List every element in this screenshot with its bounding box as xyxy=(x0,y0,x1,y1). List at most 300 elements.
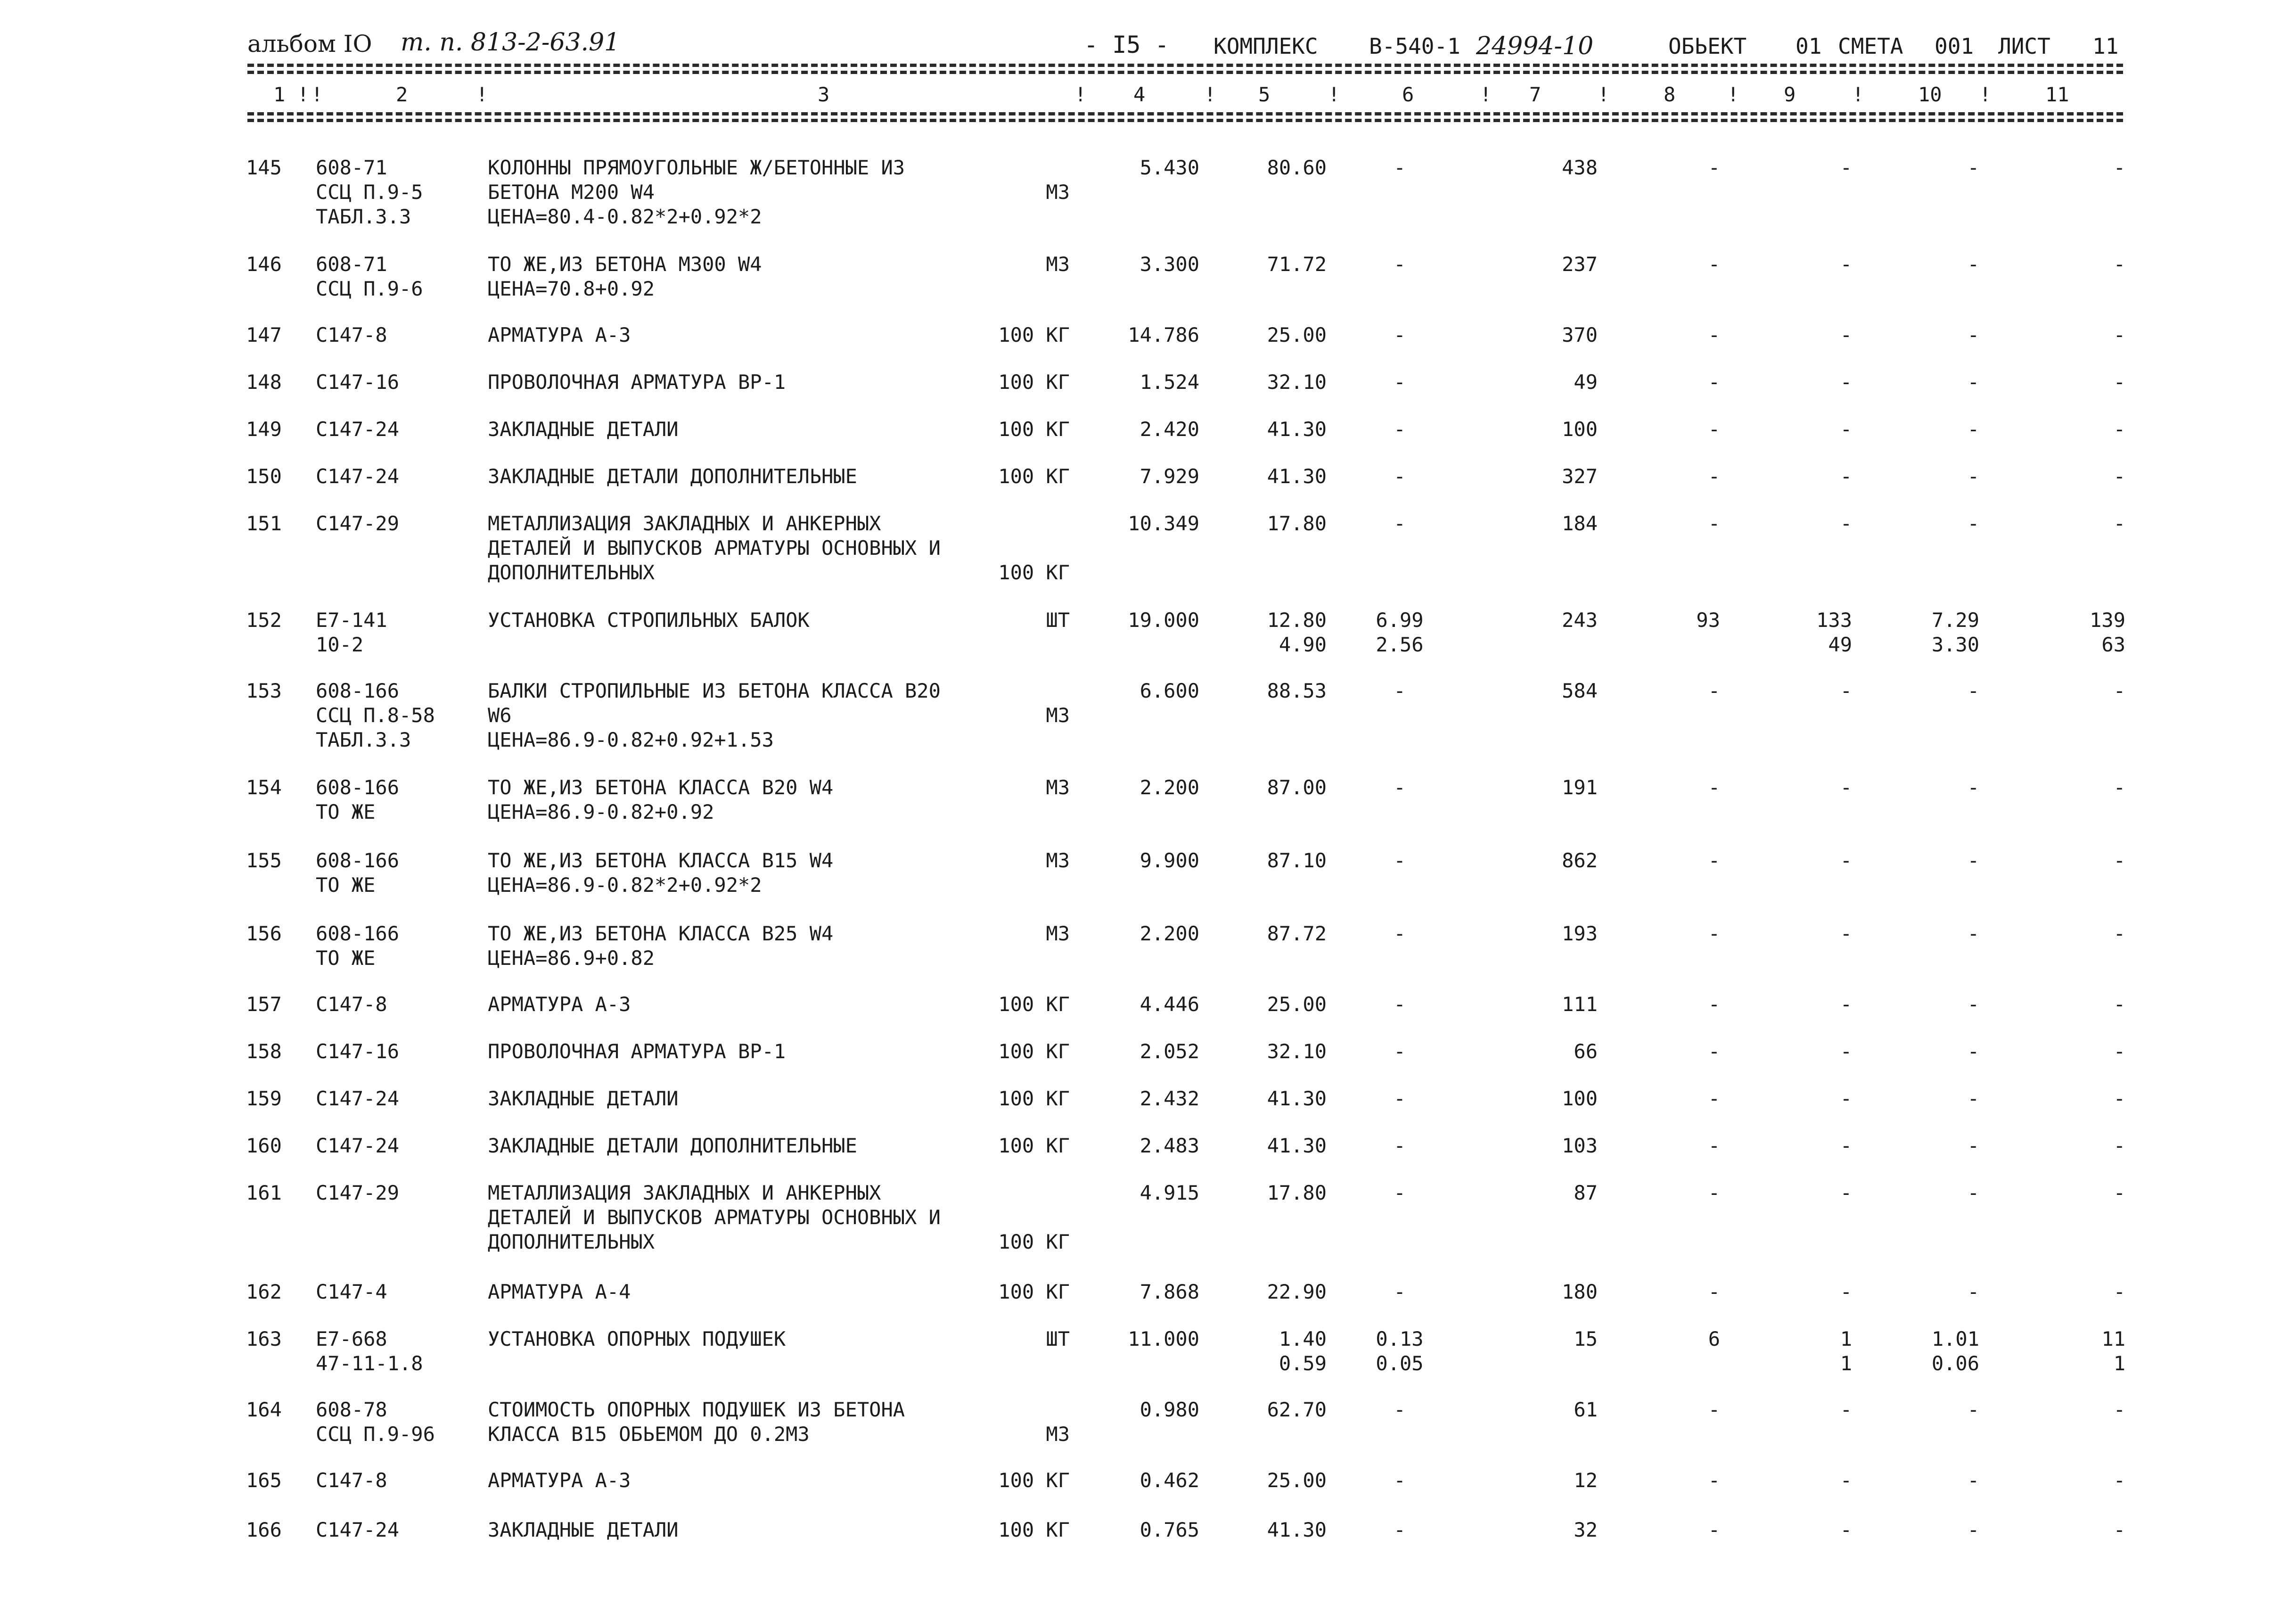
col10-value: - xyxy=(1967,323,1979,346)
row-number: 159 xyxy=(246,1087,282,1110)
column-number: 5 xyxy=(1258,83,1271,106)
column-number: 8 xyxy=(1664,83,1676,106)
col11-value: - xyxy=(2113,465,2125,488)
col8-value: - xyxy=(1708,922,1720,945)
col9-value: - xyxy=(1840,993,1852,1016)
item-code: Е7-141 xyxy=(316,609,387,632)
item-description: ЗАКЛАДНЫЕ ДЕТАЛИ ДОПОЛНИТЕЛЬНЫЕ xyxy=(488,465,857,488)
col8-value: - xyxy=(1708,323,1720,346)
total-cost: 49 xyxy=(1574,370,1598,394)
item-code: 608-166 xyxy=(316,849,400,872)
item-code: С147-8 xyxy=(316,993,387,1016)
item-code: С147-24 xyxy=(316,1087,400,1110)
col11-value: - xyxy=(2113,323,2125,346)
col11-value: 1 xyxy=(2113,1352,2125,1375)
item-description: ТО ЖЕ,ИЗ БЕТОНА КЛАССА В15 W4 xyxy=(488,849,834,872)
unit-price: 41.30 xyxy=(1267,1518,1327,1541)
unit: 100 КГ xyxy=(998,418,1070,441)
col8-value: - xyxy=(1708,1134,1720,1157)
col11-value: - xyxy=(2113,776,2125,799)
item-description: ЗАКЛАДНЫЕ ДЕТАЛИ xyxy=(488,1087,679,1110)
object-number: 01 xyxy=(1796,33,1822,59)
col10-value: - xyxy=(1967,370,1979,394)
col10-value: 0.06 xyxy=(1931,1352,1979,1375)
page-number: - I5 - xyxy=(1084,31,1169,58)
row-number: 152 xyxy=(246,609,282,632)
total-cost: 100 xyxy=(1562,1087,1598,1110)
project-number: т. п. 813-2-63.91 xyxy=(401,28,620,57)
total-cost: 237 xyxy=(1562,253,1598,276)
col8-value: - xyxy=(1708,993,1720,1016)
column-number: ! xyxy=(1598,83,1610,106)
col8-value: - xyxy=(1708,1280,1720,1303)
quantity: 4.915 xyxy=(1140,1181,1199,1204)
item-description: АРМАТУРА А-4 xyxy=(488,1280,631,1303)
item-description: КОЛОННЫ ПРЯМОУГОЛЬНЫЕ Ж/БЕТОННЫЕ ИЗ xyxy=(488,156,905,179)
item-code: ТАБЛ.3.3 xyxy=(316,728,411,751)
col8-value: - xyxy=(1708,1398,1720,1421)
col8-value: - xyxy=(1708,1087,1720,1110)
col8-value: - xyxy=(1708,418,1720,441)
item-description: ТО ЖЕ,ИЗ БЕТОНА КЛАССА В20 W4 xyxy=(488,776,834,799)
unit-price: 87.72 xyxy=(1267,922,1327,945)
col9-value: - xyxy=(1840,1087,1852,1110)
item-code: 608-166 xyxy=(316,679,400,702)
total-cost: 193 xyxy=(1562,922,1598,945)
row-number: 165 xyxy=(246,1469,282,1492)
col10-value: 3.30 xyxy=(1931,633,1979,656)
col9-value: - xyxy=(1840,1518,1852,1541)
column-number: 4 xyxy=(1133,83,1146,106)
col10-value: - xyxy=(1967,1518,1979,1541)
column-number: ! xyxy=(1074,83,1087,106)
unit: 100 КГ xyxy=(998,1040,1070,1063)
col6-value: - xyxy=(1394,922,1406,945)
col10-value: - xyxy=(1967,776,1979,799)
col10-value: - xyxy=(1967,1280,1979,1303)
unit: 100 КГ xyxy=(998,1280,1070,1303)
quantity: 3.300 xyxy=(1140,253,1199,276)
col6-value: - xyxy=(1394,1040,1406,1063)
column-number: 1 ! xyxy=(273,83,309,106)
unit-price: 4.90 xyxy=(1279,633,1327,656)
col11-value: - xyxy=(2113,1518,2125,1541)
col10-value: 7.29 xyxy=(1931,609,1979,632)
item-description: ЦЕНА=86.9-0.82*2+0.92*2 xyxy=(488,873,762,897)
col6-value: - xyxy=(1394,156,1406,179)
item-description: ЗАКЛАДНЫЕ ДЕТАЛИ xyxy=(488,418,679,441)
col11-value: 139 xyxy=(2090,609,2125,632)
unit-price: 0.59 xyxy=(1279,1352,1327,1375)
col10-value: - xyxy=(1967,993,1979,1016)
item-description: ДЕТАЛЕЙ И ВЫПУСКОВ АРМАТУРЫ ОСНОВНЫХ И xyxy=(488,1206,941,1229)
item-description: АРМАТУРА А-3 xyxy=(488,1469,631,1492)
unit: М3 xyxy=(1046,181,1070,204)
unit: 100 КГ xyxy=(998,1134,1070,1157)
unit-price: 25.00 xyxy=(1267,993,1327,1016)
quantity: 4.446 xyxy=(1140,993,1199,1016)
column-number: 9 xyxy=(1784,83,1796,106)
unit-price: 17.80 xyxy=(1267,1181,1327,1204)
col11-value: - xyxy=(2113,370,2125,394)
total-cost: 327 xyxy=(1562,465,1598,488)
item-description: ДОПОЛНИТЕЛЬНЫХ xyxy=(488,1230,655,1253)
total-cost: 12 xyxy=(1574,1469,1598,1492)
item-code: 608-166 xyxy=(316,776,400,799)
unit: 100 КГ xyxy=(998,1518,1070,1541)
item-description: ПРОВОЛОЧНАЯ АРМАТУРА ВР-1 xyxy=(488,370,786,394)
item-description: ДЕТАЛЕЙ И ВЫПУСКОВ АРМАТУРЫ ОСНОВНЫХ И xyxy=(488,536,941,560)
unit-price: 87.10 xyxy=(1267,849,1327,872)
column-number: ! xyxy=(1204,83,1216,106)
col6-value: - xyxy=(1394,1398,1406,1421)
col8-value: - xyxy=(1708,512,1720,535)
item-code: 608-78 xyxy=(316,1398,387,1421)
unit: 100 КГ xyxy=(998,993,1070,1016)
col9-value: - xyxy=(1840,1280,1852,1303)
col6-value: - xyxy=(1394,1181,1406,1204)
row-number: 162 xyxy=(246,1280,282,1303)
item-description: АРМАТУРА А-3 xyxy=(488,993,631,1016)
col8-value: - xyxy=(1708,1518,1720,1541)
unit: М3 xyxy=(1046,922,1070,945)
unit: 100 КГ xyxy=(998,1469,1070,1492)
col11-value: - xyxy=(2113,418,2125,441)
quantity: 0.765 xyxy=(1140,1518,1199,1541)
col6-value: - xyxy=(1394,993,1406,1016)
header-rule-top xyxy=(247,64,2123,67)
item-code: 608-71 xyxy=(316,156,387,179)
col9-value: - xyxy=(1840,465,1852,488)
col10-value: - xyxy=(1967,922,1979,945)
col6-value: - xyxy=(1394,253,1406,276)
complex-handwritten: 24994-10 xyxy=(1476,32,1594,60)
item-code: ТО ЖЕ xyxy=(316,873,376,897)
total-cost: 370 xyxy=(1562,323,1598,346)
unit-price: 1.40 xyxy=(1279,1327,1327,1350)
item-description: ЦЕНА=86.9-0.82+0.92 xyxy=(488,800,714,823)
quantity: 2.200 xyxy=(1140,776,1199,799)
row-number: 156 xyxy=(246,922,282,945)
total-cost: 438 xyxy=(1562,156,1598,179)
col9-value: 1 xyxy=(1840,1352,1852,1375)
col6-value: - xyxy=(1394,1087,1406,1110)
col6-value: - xyxy=(1394,512,1406,535)
column-number: ! xyxy=(1852,83,1864,106)
item-description: МЕТАЛЛИЗАЦИЯ ЗАКЛАДНЫХ И АНКЕРНЫХ xyxy=(488,1181,881,1204)
col10-value: 1.01 xyxy=(1931,1327,1979,1350)
col11-value: - xyxy=(2113,1181,2125,1204)
unit: М3 xyxy=(1046,1423,1070,1446)
col9-value: - xyxy=(1840,323,1852,346)
row-number: 153 xyxy=(246,679,282,702)
col10-value: - xyxy=(1967,253,1979,276)
column-number: 6 xyxy=(1402,83,1414,106)
unit-price: 87.00 xyxy=(1267,776,1327,799)
col6-value: 2.56 xyxy=(1376,633,1424,656)
row-number: 158 xyxy=(246,1040,282,1063)
row-number: 160 xyxy=(246,1134,282,1157)
header-rule-bottom-2 xyxy=(247,119,2123,122)
quantity: 1.524 xyxy=(1140,370,1199,394)
item-code: ССЦ П.8-58 xyxy=(316,704,435,727)
col9-value: 49 xyxy=(1828,633,1852,656)
col10-value: - xyxy=(1967,418,1979,441)
quantity: 6.600 xyxy=(1140,679,1199,702)
row-number: 149 xyxy=(246,418,282,441)
col9-value: - xyxy=(1840,253,1852,276)
col10-value: - xyxy=(1967,679,1979,702)
col6-value: - xyxy=(1394,849,1406,872)
item-description: МЕТАЛЛИЗАЦИЯ ЗАКЛАДНЫХ И АНКЕРНЫХ xyxy=(488,512,881,535)
item-description: БЕТОНА М200 W4 xyxy=(488,181,655,204)
row-number: 148 xyxy=(246,370,282,394)
col8-value: - xyxy=(1708,465,1720,488)
quantity: 9.900 xyxy=(1140,849,1199,872)
item-description: ПРОВОЛОЧНАЯ АРМАТУРА ВР-1 xyxy=(488,1040,786,1063)
col11-value: - xyxy=(2113,1398,2125,1421)
unit: М3 xyxy=(1046,776,1070,799)
col10-value: - xyxy=(1967,1181,1979,1204)
album-label: альбом IO xyxy=(247,30,372,58)
item-code: ССЦ П.9-6 xyxy=(316,277,423,300)
quantity: 11.000 xyxy=(1128,1327,1199,1350)
col10-value: - xyxy=(1967,1040,1979,1063)
col11-value: - xyxy=(2113,993,2125,1016)
unit: 100 КГ xyxy=(998,465,1070,488)
unit: 100 КГ xyxy=(998,370,1070,394)
col6-value: - xyxy=(1394,679,1406,702)
unit-price: 71.72 xyxy=(1267,253,1327,276)
item-code: С147-4 xyxy=(316,1280,387,1303)
unit-price: 62.70 xyxy=(1267,1398,1327,1421)
header-rule-top-2 xyxy=(247,71,2123,74)
row-number: 163 xyxy=(246,1327,282,1350)
col8-value: - xyxy=(1708,1040,1720,1063)
unit: 100 КГ xyxy=(998,1230,1070,1253)
col11-value: - xyxy=(2113,1280,2125,1303)
col8-value: 93 xyxy=(1696,609,1720,632)
unit-price: 41.30 xyxy=(1267,1134,1327,1157)
total-cost: 862 xyxy=(1562,849,1598,872)
quantity: 14.786 xyxy=(1128,323,1199,346)
col8-value: 6 xyxy=(1708,1327,1720,1350)
unit-price: 32.10 xyxy=(1267,1040,1327,1063)
item-description: СТОИМОСТЬ ОПОРНЫХ ПОДУШЕК ИЗ БЕТОНА xyxy=(488,1398,905,1421)
col8-value: - xyxy=(1708,1181,1720,1204)
total-cost: 87 xyxy=(1574,1181,1598,1204)
col8-value: - xyxy=(1708,370,1720,394)
item-code: ТО ЖЕ xyxy=(316,946,376,970)
item-description: ЦЕНА=70.8+0.92 xyxy=(488,277,655,300)
column-number: 3 xyxy=(818,83,830,106)
quantity: 19.000 xyxy=(1128,609,1199,632)
row-number: 154 xyxy=(246,776,282,799)
item-code: С147-24 xyxy=(316,418,400,441)
total-cost: 180 xyxy=(1562,1280,1598,1303)
col6-value: - xyxy=(1394,323,1406,346)
column-number: 11 xyxy=(2045,83,2069,106)
item-code: С147-24 xyxy=(316,465,400,488)
col10-value: - xyxy=(1967,1134,1979,1157)
total-cost: 584 xyxy=(1562,679,1598,702)
unit-price: 32.10 xyxy=(1267,370,1327,394)
col9-value: - xyxy=(1840,1398,1852,1421)
unit-price: 25.00 xyxy=(1267,1469,1327,1492)
col9-value: - xyxy=(1840,512,1852,535)
col9-value: 133 xyxy=(1816,609,1852,632)
unit: М3 xyxy=(1046,253,1070,276)
col10-value: - xyxy=(1967,1398,1979,1421)
col11-value: - xyxy=(2113,1134,2125,1157)
unit-price: 41.30 xyxy=(1267,1087,1327,1110)
quantity: 5.430 xyxy=(1140,156,1199,179)
smeta-label: СМЕТА xyxy=(1838,33,1903,59)
quantity: 0.462 xyxy=(1140,1469,1199,1492)
col8-value: - xyxy=(1708,253,1720,276)
item-description: ЗАКЛАДНЫЕ ДЕТАЛИ ДОПОЛНИТЕЛЬНЫЕ xyxy=(488,1134,857,1157)
col11-value: - xyxy=(2113,1469,2125,1492)
col11-value: - xyxy=(2113,849,2125,872)
quantity: 7.929 xyxy=(1140,465,1199,488)
quantity: 0.980 xyxy=(1140,1398,1199,1421)
unit-price: 22.90 xyxy=(1267,1280,1327,1303)
quantity: 7.868 xyxy=(1140,1280,1199,1303)
col9-value: - xyxy=(1840,418,1852,441)
col6-value: - xyxy=(1394,1280,1406,1303)
col6-value: - xyxy=(1394,1134,1406,1157)
col10-value: - xyxy=(1967,849,1979,872)
item-code: Е7-668 xyxy=(316,1327,387,1350)
item-code: 608-166 xyxy=(316,922,400,945)
item-code: С147-24 xyxy=(316,1518,400,1541)
col9-value: 1 xyxy=(1840,1327,1852,1350)
col10-value: - xyxy=(1967,156,1979,179)
col9-value: - xyxy=(1840,679,1852,702)
unit-price: 25.00 xyxy=(1267,323,1327,346)
item-code: 47-11-1.8 xyxy=(316,1352,423,1375)
unit: 100 КГ xyxy=(998,323,1070,346)
item-code: ТО ЖЕ xyxy=(316,800,376,823)
column-number: ! xyxy=(1979,83,1992,106)
complex-label: КОМПЛЕКС xyxy=(1214,33,1318,59)
item-code: ССЦ П.9-5 xyxy=(316,181,423,204)
total-cost: 191 xyxy=(1562,776,1598,799)
total-cost: 111 xyxy=(1562,993,1598,1016)
item-code: С147-29 xyxy=(316,1181,400,1204)
total-cost: 66 xyxy=(1574,1040,1598,1063)
sheet-label: ЛИСТ xyxy=(1998,33,2050,59)
quantity: 2.052 xyxy=(1140,1040,1199,1063)
row-number: 164 xyxy=(246,1398,282,1421)
item-description: ТО ЖЕ,ИЗ БЕТОНА М300 W4 xyxy=(488,253,762,276)
unit-price: 41.30 xyxy=(1267,418,1327,441)
col11-value: 63 xyxy=(2101,633,2125,656)
item-description: ЗАКЛАДНЫЕ ДЕТАЛИ xyxy=(488,1518,679,1541)
col9-value: - xyxy=(1840,922,1852,945)
row-number: 145 xyxy=(246,156,282,179)
total-cost: 32 xyxy=(1574,1518,1598,1541)
object-label: ОБЬЕКТ xyxy=(1668,33,1747,59)
column-number: 7 xyxy=(1529,83,1542,106)
col9-value: - xyxy=(1840,849,1852,872)
col8-value: - xyxy=(1708,679,1720,702)
col9-value: - xyxy=(1840,156,1852,179)
row-number: 161 xyxy=(246,1181,282,1204)
item-code: С147-16 xyxy=(316,370,400,394)
col11-value: - xyxy=(2113,156,2125,179)
col6-value: 0.05 xyxy=(1376,1352,1424,1375)
unit: ШТ xyxy=(1046,609,1070,632)
col6-value: 6.99 xyxy=(1376,609,1424,632)
col6-value: - xyxy=(1394,776,1406,799)
row-number: 155 xyxy=(246,849,282,872)
row-number: 151 xyxy=(246,512,282,535)
sheet-number: 11 xyxy=(2092,33,2119,59)
quantity: 10.349 xyxy=(1128,512,1199,535)
row-number: 146 xyxy=(246,253,282,276)
item-description: АРМАТУРА А-3 xyxy=(488,323,631,346)
col9-value: - xyxy=(1840,370,1852,394)
item-description: ЦЕНА=80.4-0.82*2+0.92*2 xyxy=(488,205,762,228)
item-code: ТАБЛ.3.3 xyxy=(316,205,411,228)
item-code: ССЦ П.9-96 xyxy=(316,1423,435,1446)
col8-value: - xyxy=(1708,156,1720,179)
col6-value: - xyxy=(1394,370,1406,394)
column-number: 2 xyxy=(396,83,408,106)
total-cost: 15 xyxy=(1574,1327,1598,1350)
item-code: 608-71 xyxy=(316,253,387,276)
smeta-number: 001 xyxy=(1935,33,1974,59)
col8-value: - xyxy=(1708,849,1720,872)
quantity: 2.483 xyxy=(1140,1134,1199,1157)
col11-value: - xyxy=(2113,1087,2125,1110)
col6-value: - xyxy=(1394,1518,1406,1541)
item-description: КЛАССА В15 ОБЬЕМОМ ДО 0.2М3 xyxy=(488,1423,810,1446)
unit-price: 12.80 xyxy=(1267,609,1327,632)
unit-price: 88.53 xyxy=(1267,679,1327,702)
column-number: ! xyxy=(1328,83,1340,106)
unit-price: 41.30 xyxy=(1267,465,1327,488)
col9-value: - xyxy=(1840,1181,1852,1204)
column-number: ! xyxy=(1727,83,1739,106)
unit: ШТ xyxy=(1046,1327,1070,1350)
total-cost: 100 xyxy=(1562,418,1598,441)
col11-value: - xyxy=(2113,679,2125,702)
col11-value: 11 xyxy=(2101,1327,2125,1350)
row-number: 166 xyxy=(246,1518,282,1541)
col10-value: - xyxy=(1967,512,1979,535)
item-code: 10-2 xyxy=(316,633,364,656)
col6-value: - xyxy=(1394,465,1406,488)
col11-value: - xyxy=(2113,512,2125,535)
unit: 100 КГ xyxy=(998,1087,1070,1110)
item-description: ДОПОЛНИТЕЛЬНЫХ xyxy=(488,561,655,584)
col9-value: - xyxy=(1840,776,1852,799)
col6-value: - xyxy=(1394,418,1406,441)
header-rule-bottom xyxy=(247,112,2123,115)
item-description: БАЛКИ СТРОПИЛЬНЫЕ ИЗ БЕТОНА КЛАССА В20 xyxy=(488,679,941,702)
col8-value: - xyxy=(1708,1469,1720,1492)
col11-value: - xyxy=(2113,922,2125,945)
col9-value: - xyxy=(1840,1040,1852,1063)
col8-value: - xyxy=(1708,776,1720,799)
col10-value: - xyxy=(1967,465,1979,488)
row-number: 150 xyxy=(246,465,282,488)
col9-value: - xyxy=(1840,1469,1852,1492)
total-cost: 61 xyxy=(1574,1398,1598,1421)
total-cost: 103 xyxy=(1562,1134,1598,1157)
